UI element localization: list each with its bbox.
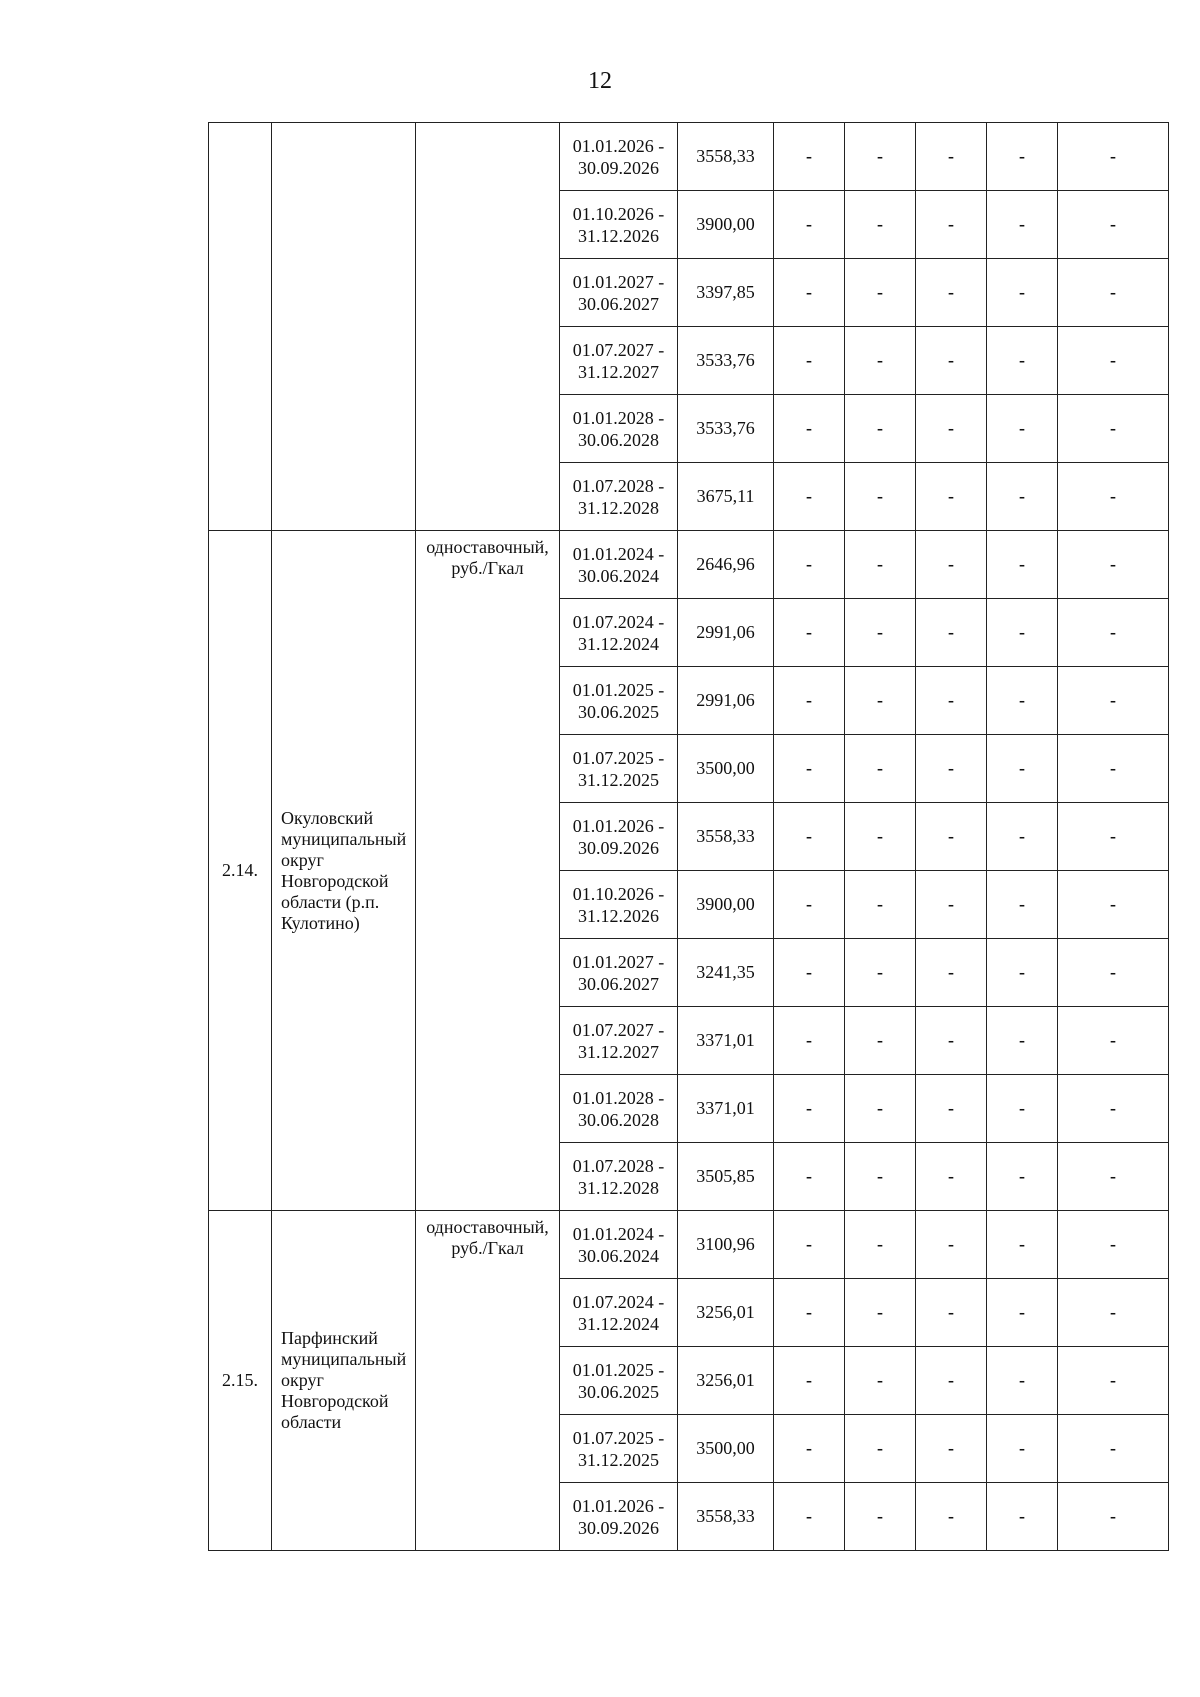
price-cell: 3256,01	[678, 1347, 774, 1415]
municipality-name: Окуловский муниципальный округ Новгородской области (р.п. Кулотино)	[272, 531, 416, 1211]
empty-value-cell: -	[774, 735, 845, 803]
empty-value-cell: -	[774, 1211, 845, 1279]
empty-value-cell: -	[987, 1483, 1058, 1551]
empty-value-cell: -	[1058, 191, 1169, 259]
empty-value-cell: -	[987, 667, 1058, 735]
tariff-table-body	[209, 123, 1169, 1551]
empty-value-cell: -	[774, 463, 845, 531]
empty-value-cell: -	[845, 1075, 916, 1143]
page-number: 12	[588, 68, 612, 94]
price-cell: 3900,00	[678, 871, 774, 939]
period-cell: 01.01.2026 - 30.09.2026	[560, 803, 678, 871]
empty-value-cell: -	[1058, 259, 1169, 327]
price-cell: 3675,11	[678, 463, 774, 531]
empty-value-cell: -	[845, 939, 916, 1007]
empty-value-cell: -	[916, 667, 987, 735]
empty-value-cell: -	[916, 1279, 987, 1347]
empty-value-cell: -	[774, 1347, 845, 1415]
empty-value-cell: -	[774, 1415, 845, 1483]
empty-value-cell: -	[845, 191, 916, 259]
price-cell: 3533,76	[678, 395, 774, 463]
empty-value-cell: -	[774, 803, 845, 871]
empty-value-cell: -	[916, 1347, 987, 1415]
empty-value-cell: -	[1058, 599, 1169, 667]
period-cell: 01.10.2026 - 31.12.2026	[560, 191, 678, 259]
item-number	[209, 123, 272, 531]
period-cell: 01.01.2026 - 30.09.2026	[560, 123, 678, 191]
price-cell: 3533,76	[678, 327, 774, 395]
empty-value-cell: -	[1058, 1347, 1169, 1415]
empty-value-cell: -	[916, 939, 987, 1007]
empty-value-cell: -	[987, 327, 1058, 395]
empty-value-cell: -	[845, 463, 916, 531]
empty-value-cell: -	[845, 1279, 916, 1347]
empty-value-cell: -	[1058, 803, 1169, 871]
empty-value-cell: -	[916, 803, 987, 871]
price-cell: 3397,85	[678, 259, 774, 327]
price-cell: 3558,33	[678, 1483, 774, 1551]
empty-value-cell: -	[987, 599, 1058, 667]
empty-value-cell: -	[1058, 1211, 1169, 1279]
empty-value-cell: -	[1058, 735, 1169, 803]
empty-value-cell: -	[916, 259, 987, 327]
empty-value-cell: -	[845, 123, 916, 191]
empty-value-cell: -	[916, 191, 987, 259]
empty-value-cell: -	[1058, 395, 1169, 463]
empty-value-cell: -	[916, 531, 987, 599]
period-cell: 01.07.2027 - 31.12.2027	[560, 1007, 678, 1075]
empty-value-cell: -	[845, 735, 916, 803]
empty-value-cell: -	[845, 599, 916, 667]
empty-value-cell: -	[987, 1007, 1058, 1075]
empty-value-cell: -	[774, 1279, 845, 1347]
empty-value-cell: -	[845, 1347, 916, 1415]
empty-value-cell: -	[774, 259, 845, 327]
empty-value-cell: -	[1058, 871, 1169, 939]
price-cell: 3371,01	[678, 1007, 774, 1075]
empty-value-cell: -	[916, 735, 987, 803]
period-cell: 01.01.2024 - 30.06.2024	[560, 1211, 678, 1279]
period-cell: 01.01.2025 - 30.06.2025	[560, 1347, 678, 1415]
price-cell: 3100,96	[678, 1211, 774, 1279]
empty-value-cell: -	[845, 803, 916, 871]
table-row	[209, 1211, 1169, 1279]
empty-value-cell: -	[987, 123, 1058, 191]
empty-value-cell: -	[1058, 939, 1169, 1007]
empty-value-cell: -	[845, 1211, 916, 1279]
empty-value-cell: -	[774, 871, 845, 939]
empty-value-cell: -	[1058, 667, 1169, 735]
empty-value-cell: -	[774, 599, 845, 667]
empty-value-cell: -	[916, 463, 987, 531]
tariff-unit: одноставочный, руб./Гкал	[416, 1211, 560, 1551]
table-row	[209, 531, 1169, 599]
period-cell: 01.01.2027 - 30.06.2027	[560, 259, 678, 327]
empty-value-cell: -	[987, 531, 1058, 599]
empty-value-cell: -	[987, 191, 1058, 259]
period-cell: 01.01.2028 - 30.06.2028	[560, 395, 678, 463]
empty-value-cell: -	[774, 123, 845, 191]
price-cell: 3500,00	[678, 1415, 774, 1483]
empty-value-cell: -	[987, 395, 1058, 463]
empty-value-cell: -	[774, 939, 845, 1007]
price-cell: 3256,01	[678, 1279, 774, 1347]
empty-value-cell: -	[845, 1143, 916, 1211]
empty-value-cell: -	[916, 327, 987, 395]
empty-value-cell: -	[774, 531, 845, 599]
price-cell: 2646,96	[678, 531, 774, 599]
empty-value-cell: -	[845, 1007, 916, 1075]
period-cell: 01.07.2024 - 31.12.2024	[560, 599, 678, 667]
municipality-name	[272, 123, 416, 531]
municipality-name: Парфинский муниципальный округ Новгородской области	[272, 1211, 416, 1551]
empty-value-cell: -	[916, 395, 987, 463]
price-cell: 3558,33	[678, 803, 774, 871]
price-cell: 3558,33	[678, 123, 774, 191]
empty-value-cell: -	[1058, 1415, 1169, 1483]
empty-value-cell: -	[1058, 1007, 1169, 1075]
period-cell: 01.01.2025 - 30.06.2025	[560, 667, 678, 735]
tariff-unit	[416, 123, 560, 531]
price-cell: 2991,06	[678, 667, 774, 735]
empty-value-cell: -	[845, 1415, 916, 1483]
empty-value-cell: -	[845, 395, 916, 463]
item-number: 2.15.	[209, 1211, 272, 1551]
empty-value-cell: -	[774, 1143, 845, 1211]
empty-value-cell: -	[987, 259, 1058, 327]
period-cell: 01.07.2028 - 31.12.2028	[560, 1143, 678, 1211]
empty-value-cell: -	[845, 259, 916, 327]
empty-value-cell: -	[1058, 327, 1169, 395]
empty-value-cell: -	[774, 395, 845, 463]
empty-value-cell: -	[1058, 123, 1169, 191]
price-cell: 3505,85	[678, 1143, 774, 1211]
empty-value-cell: -	[987, 939, 1058, 1007]
period-cell: 01.07.2024 - 31.12.2024	[560, 1279, 678, 1347]
price-cell: 2991,06	[678, 599, 774, 667]
period-cell: 01.07.2028 - 31.12.2028	[560, 463, 678, 531]
empty-value-cell: -	[987, 1279, 1058, 1347]
empty-value-cell: -	[916, 1415, 987, 1483]
item-number: 2.14.	[209, 531, 272, 1211]
period-cell: 01.01.2028 - 30.06.2028	[560, 1075, 678, 1143]
empty-value-cell: -	[774, 191, 845, 259]
table-row	[209, 123, 1169, 191]
empty-value-cell: -	[845, 327, 916, 395]
empty-value-cell: -	[987, 1143, 1058, 1211]
tariff-table	[208, 122, 1169, 1551]
empty-value-cell: -	[987, 871, 1058, 939]
empty-value-cell: -	[774, 667, 845, 735]
empty-value-cell: -	[987, 1415, 1058, 1483]
period-cell: 01.07.2025 - 31.12.2025	[560, 1415, 678, 1483]
empty-value-cell: -	[987, 1075, 1058, 1143]
empty-value-cell: -	[845, 667, 916, 735]
period-cell: 01.01.2026 - 30.09.2026	[560, 1483, 678, 1551]
period-cell: 01.01.2024 - 30.06.2024	[560, 531, 678, 599]
empty-value-cell: -	[1058, 1143, 1169, 1211]
empty-value-cell: -	[916, 1211, 987, 1279]
empty-value-cell: -	[1058, 463, 1169, 531]
empty-value-cell: -	[916, 123, 987, 191]
period-cell: 01.10.2026 - 31.12.2026	[560, 871, 678, 939]
period-cell: 01.07.2027 - 31.12.2027	[560, 327, 678, 395]
empty-value-cell: -	[987, 735, 1058, 803]
empty-value-cell: -	[916, 1007, 987, 1075]
empty-value-cell: -	[1058, 1075, 1169, 1143]
empty-value-cell: -	[987, 803, 1058, 871]
price-cell: 3371,01	[678, 1075, 774, 1143]
empty-value-cell: -	[987, 1347, 1058, 1415]
empty-value-cell: -	[845, 1483, 916, 1551]
tariff-unit: одноставочный, руб./Гкал	[416, 531, 560, 1211]
empty-value-cell: -	[845, 871, 916, 939]
empty-value-cell: -	[845, 531, 916, 599]
empty-value-cell: -	[1058, 1279, 1169, 1347]
empty-value-cell: -	[1058, 531, 1169, 599]
empty-value-cell: -	[916, 1143, 987, 1211]
empty-value-cell: -	[774, 1007, 845, 1075]
empty-value-cell: -	[916, 871, 987, 939]
period-cell: 01.01.2027 - 30.06.2027	[560, 939, 678, 1007]
empty-value-cell: -	[987, 463, 1058, 531]
empty-value-cell: -	[916, 1483, 987, 1551]
empty-value-cell: -	[774, 327, 845, 395]
empty-value-cell: -	[1058, 1483, 1169, 1551]
period-cell: 01.07.2025 - 31.12.2025	[560, 735, 678, 803]
price-cell: 3900,00	[678, 191, 774, 259]
empty-value-cell: -	[916, 599, 987, 667]
price-cell: 3241,35	[678, 939, 774, 1007]
price-cell: 3500,00	[678, 735, 774, 803]
empty-value-cell: -	[774, 1075, 845, 1143]
empty-value-cell: -	[987, 1211, 1058, 1279]
empty-value-cell: -	[774, 1483, 845, 1551]
empty-value-cell: -	[916, 1075, 987, 1143]
